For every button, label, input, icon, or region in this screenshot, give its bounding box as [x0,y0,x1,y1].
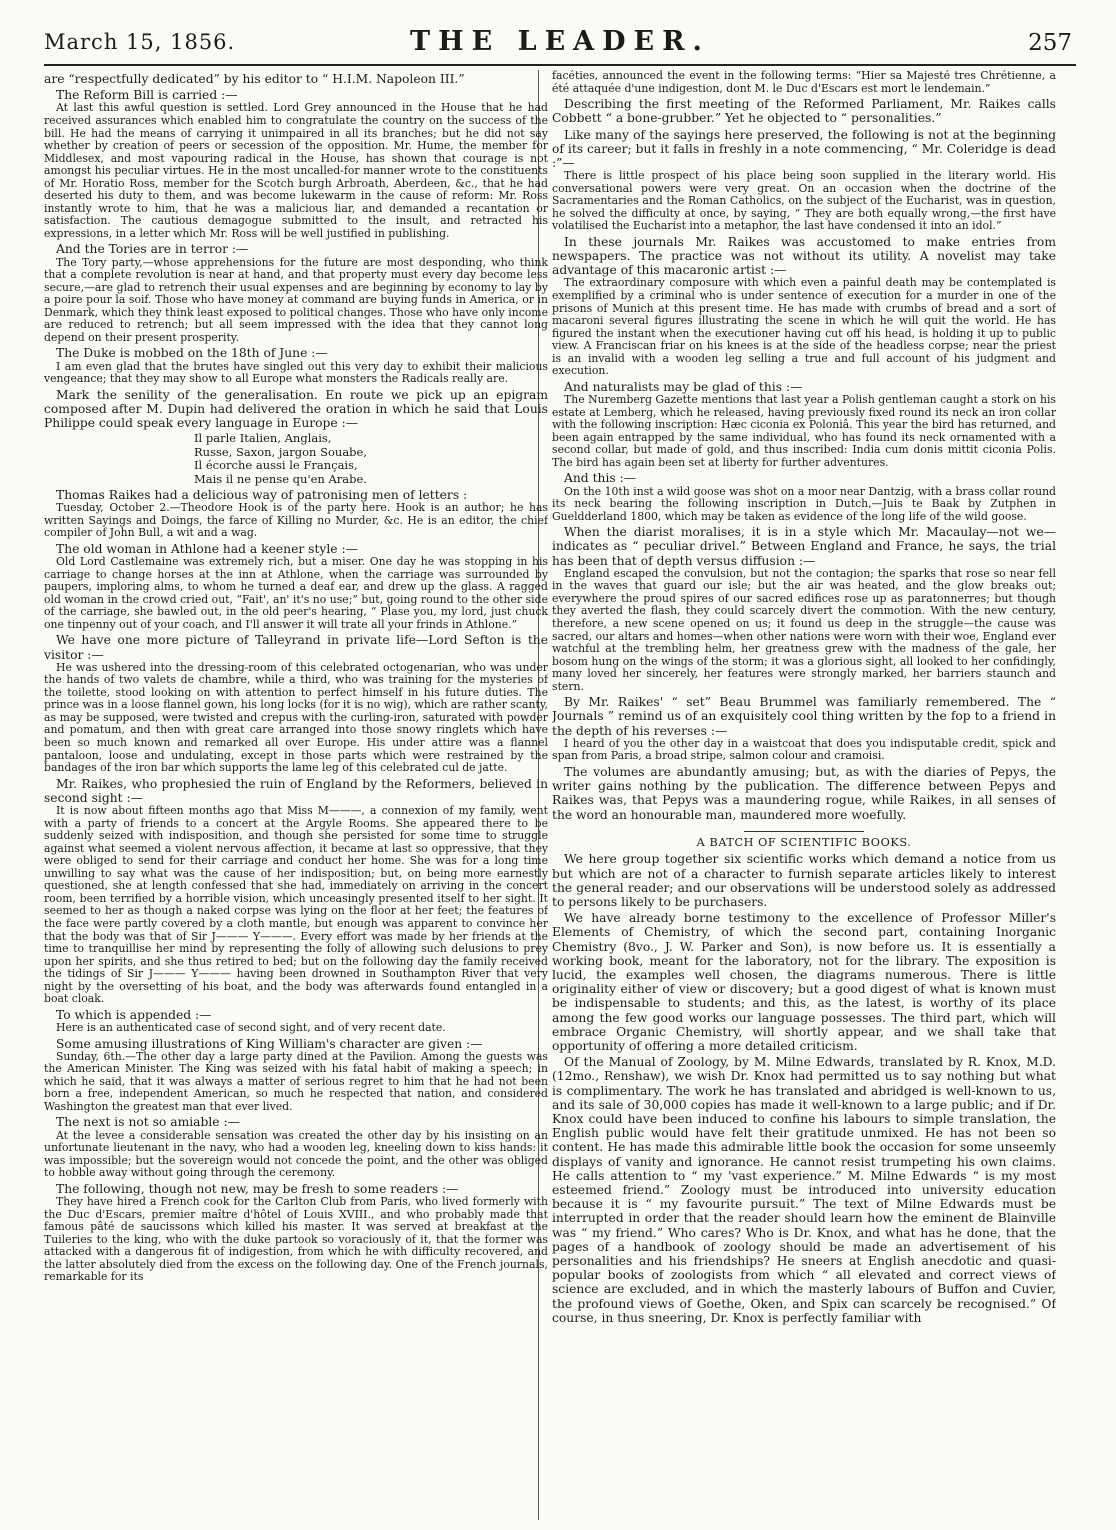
quotation: At last this awful question is settled. Lord Grey announced in the House that he had received assurances which enabled him to congratulate the country on the success of the bill. He had the means of carrying it unimpaired in all its branches; but he did not say whether by creation of peers or secession of the opposition. Mr. Hume, the member for Middlesex, and most vapouring radical in the House, has shown that courage is not amongst his peculiar virtues. He in the most uncalled-for manner wrote to the constituents of Mr. Horatio Ross, member for the Scotch burgh Arbroath, Aberdeen, &c., that he had deserted his duty to them, and was become lukewarm in the cause of reform: Mr. Ross instantly wrote to him, that he was a malicious liar, and demanded a recantation or satisfaction. The cautious demagogue submitted to the insult, and retracted his expressions, in a letter which Mr. Ross will be well justified in publishing. [44,101,548,240]
quotation: England escaped the convulsion, but not the contagion; the sparks that rose so near fell in the waves that guard our isle; but the air was heated, and the glow breaks out; everywhere the proud spires of our sacred edifices rose up as paratonnerres; but though they averted the flash, they could scarcely divert the commotion. With the new century, therefore, a new scene opened on us; it found us deep in the struggle—the cause was sacred, our altars and homes—when other nations were worn with their woe, England ever watchful at the trembling helm, her greatness grew with the madness of the gale, her bosom hung on the wings of the storm; it was a glorious sight, all looked to her confidingly, many loved her sincerely, her features were strongly marked, her barriers staunch and stern. [552,566,1056,693]
intro-line: And naturalists may be glad of this :— [564,379,803,394]
epigram-verse [44,432,548,486]
quotation: The Tory party,—whose apprehensions for the future are most desponding, who think that a complete revolution is near at hand, and that property must every day become less secure,—are glad to retrench their usual expenses and are beginning by economy to lay by a poire pour la soif. Those who have money at command are buying funds in America, or in Denmark, which they think least exposed to political changes. Those who have only income are reduced to retrench; but all seem impressed with the idea that they cannot long depend on their present prosperity. [44,255,548,344]
issue-date: March 15, 1856. [44,30,236,54]
intro-line: And the Tories are in terror :— [56,242,249,257]
intro-line: Some amusing illustrations of King William's character are given :— [56,1036,483,1051]
verse-line: Russe, Saxon, jargon Souabe, [194,444,367,459]
intro-line: The Reform Bill is carried :— [56,88,238,103]
page-number: 257 [1028,30,1072,56]
verse-line: Mais il ne pense qu'en Arabe. [194,471,367,486]
quotation: There is little prospect of his place being soon supplied in the literary world. His conversational powers were very great. On an occasion when the doctrine of the Sacramentaries and the Roman Catholics, on the subject of the Eucharist, was in question, he solved the difficulty at once, by saying, “ They are both equally wrong,—the first have volatilised the Eucharist into a metaphor, the last have condensed it into an idol.” [552,169,1056,233]
quotation: It is now about fifteen months ago that Miss M———, a connexion of my family, went with a party of friends to a concert at the Argyle Rooms. She appeared there to be suddenly seized with indisposition, and though she persisted for some time to struggle against what seemed a violent nervous affection, it became at last so oppressive, that they were obliged to send for their carriage and conduct her home. She was for a long time unwilling to say what was the cause of her indisposition; but, on being more earnestly questioned, she at length confessed that she had, immediately on arriving in the concert room, been terrified by a horrible vision, which unceasingly presented itself to her sight. It seemed to her as though a naked corpse was lying on the floor at her feet; the features of the face were partly covered by a cloth mantle, but enough was apparent to convince her that the body was that of Sir J——— Y———. Every effort was made by her friends at the time to tranquillise her mind by representing the folly of allowing such delusions to prey upon her spirits, and she thus retired to bed; but on the following day the family received the tidings of Sir J——— Y——— having been drowned in Southampton River that very night by the oversetting of his boat, and the body was afterwards found entangled in a boat cloak. [44,804,548,1006]
quotation: I am even glad that the brutes have singled out this very day to exhibit their malicious vengeance; that they may show to all Europe what monsters the Radicals really are. [44,359,548,386]
paragraph: Mr. Raikes, who prophesied the ruin of England by the Reformers, believed in second sight :— [44,776,548,805]
paragraph: By Mr. Raikes' “ set” Beau Brummel was familiarly remembered. The “ Journals ” remind us of an exquisitely cool thing written by the fop to a friend in the depth of his reverses :— [552,695,1056,738]
paragraph: We here group together six scientific works which demand a notice from us but which are not of a character to furnish separate articles likely to interest the general reader; and our observations will be understood solely as addressed to persons likely to be purchasers. [552,852,1056,909]
masthead [44,18,1076,66]
intro-line: Thomas Raikes had a delicious way of patronising men of letters : [56,487,468,502]
verse-line: Il parle Italien, Anglais, [194,431,332,446]
section-heading: A BATCH OF SCIENTIFIC BOOKS. [696,835,912,849]
left-column [44,70,548,1518]
paragraph: The volumes are abundantly amusing; but, as with the diaries of Pepys, the writer gains nothing by the publication. The difference between Pepys and Raikes was, that Pepys was a maundering rogue, while Raikes, in all senses of the word an honourable man, maundered more woefully. [552,764,1056,822]
quotation: On the 10th inst a wild goose was shot on a moor near Dantzig, with a brass collar round its neck bearing the following inscription in Dutch,—Juis te Baak by Zutphen in Gueldderland 1800, which may be taken as evidence of the long life of the wild goose. [552,484,1056,523]
quotation: Sunday, 6th.—The other day a large party dined at the Pavilion. Among the guests was the American Minister. The King was seized with his fatal habit of making a speech; in which he said, that it was always a matter of serious regret to him that he had not been born a free, independent American, so much he respected that nation, and considered Washington the greatest man that ever lived. [44,1049,548,1113]
verse-line: Il écorche aussi le Français, [194,458,358,473]
quotation: At the levee a considerable sensation was created the other day by his insisting on an unfortunate lieutenant in the navy, who had a wooden leg, kneeling down to kiss hands: it was impossible; but the sovereign would not concede the point, and the other was obliged to hobble away without going through the ceremony. [44,1128,548,1180]
intro-line: To which is appended :— [56,1007,212,1022]
quotation: Tuesday, October 2.—Theodore Hook is of the party here. Hook is an author; he has written Sayings and Doings, the farce of Killing no Murder, &c. He is an editor, the chief compiler of John Bull, a wit and a wag. [44,501,548,540]
intro-line: And this :— [564,471,637,486]
intro-line: The old woman in Athlone had a keener style :— [56,541,358,556]
quotation: They have hired a French cook for the Carlton Club from Paris, who lived formerly with the Duc d'Escars, premier maître d'hôtel of Louis XVIII., and who probably made that famous pâté de saucissons which killed his master. It was served at breakfast at the Tuileries to the king, who with the duke partook so voraciously of it, that the former was attacked with a dangerous fit of indigestion, from which he with difficulty recovered, and the latter absolutely died from the excess on the following day. One of the French journals, remarkable for its [44,1195,548,1284]
paragraph: Like many of the sayings here preserved, the following is not at the beginning of its career; but it falls in freshly in a note commencing, “ Mr. Coleridge is dead :”— [552,127,1056,170]
quotation: I heard of you the other day in a waistcoat that does you indisputable credit, spick and span from Paris, a broad stripe, salmon colour and cramoisi. [552,736,1056,763]
quotation: Old Lord Castlemaine was extremely rich, but a miser. One day he was stopping in his carriage to change horses at the inn at Athlone, when the carriage was surrounded by paupers, imploring alms, to whom he turned a deaf ear, and drew up the glass. A ragged old woman in the crowd cried out, “Fait', an' it's no use;” but, going round to the other side of the carriage, she bawled out, in the old peer's hearing, “ Plase you, my lord, just chuck one tinpenny out of your coach, and I'll answer it will trate all your frinds in Athlone.” [44,555,548,631]
intro-line: The next is not so amiable :— [56,1115,240,1130]
paragraph: Mark the senility of the generalisation. En route we pick up an epigram composed after M. Dupin had delivered the oration in which he said that Louis Philippe could speak every language in Europe :— [44,387,548,431]
paragraph: When the diarist moralises, it is in a style which Mr. Macaulay—not we—indicates as “ peculiar drivel.” Between England and France, he says, the trial has been that of depth versus diffusion :— [552,525,1056,568]
paragraph: We have one more picture of Talleyrand in private life—Lord Sefton is the visitor :— [44,633,548,662]
quotation: He was ushered into the dressing-room of this celebrated octogenarian, who was under the hands of two valets de chambre, while a third, who was training for the mysteries of the toilette, stood looking on with attention to perfect himself in his future duties. The prince was in a loose flannel gown, his long locks (for it is no wig), which are rather scanty, as may be supposed, were twisted and crepus with the curling-iron, saturated with powder and pomatum, and then with great care arranged into those snowy ringlets which have been so much known and remarked all over Europe. His under attire was a flannel pantaloon, loose and undulating, except in those parts which were restrained by the bandages of the iron bar which supports the lame leg of this celebrated cul de jatte. [44,660,548,775]
paragraph: Of the Manual of Zoology, by M. Milne Edwards, translated by R. Knox, M.D. (12mo., Renshaw), we wish Dr. Knox had permitted us to say nothing but what is complimentary. The work he has translated and abridged is well-known to us, and its sale of 30,000 copies has made it well-known to a large public; and if Dr. Knox could have been induced to confine his labours to simple translation, the English public would have felt their gratitude unmixed. He has not been so content. He has made this admirable little book the occasion for some unseemly displays of vanity and ignorance. He cannot resist trumpeting his own claims. He calls attention to “ my 'vast experience.” M. Milne Edwards “ is my most esteemed friend.” Zoology must be introduced into university education because it is “ my favourite pursuit.” The text of Milne Edwards must be interrupted in order that the reader should learn how the eminent de Blainville was “ my friend.” Who cares? Who is Dr. Knox, and what has he done, that the pages of a handbook of zoology should be made an advertisement of his personalities and his friendships? He sneers at English anecdotic and quasi-popular books of zoologists from which “ all elevated and correct views of science are excluded, and in which the masterly labours of Buffon and Cuvier, the profound views of Goethe, Oken, and Spix can scarcely be recognised.” Of course, in thus sneering, Dr. Knox is perfectly familiar with [552,1055,1056,1325]
intro-line: The Duke is mobbed on the 18th of June :— [56,346,328,361]
quotation: Here is an authenticated case of second sight, and of very recent date. [56,1021,446,1034]
paragraph: We have already borne testimony to the excellence of Professor Miller's Elements of Chemistry, of which the second part, containing Inorganic Chemistry (8vo., J. W. Parker and Son), is now before us. It is essentially a working book, meant for the laboratory, not for the library. The exposition is lucid, the examples well chosen, the diagrams numerous. There is little originality either of view or discovery; but a good digest of what is known must be indispensable to students; and this, as the latest, is worthy of its place among the few good works our language possesses. The third part, which will embrace Organic Chemistry, will shortly appear, and we shall take that opportunity of offering a more detailed criticism. [552,911,1056,1053]
paragraph: are “respectfully dedicated” by his editor to “ H.I.M. Napoleon III.” [44,72,465,86]
paragraph: Describing the first meeting of the Reformed Parliament, Mr. Raikes calls Cobbett “ a bone-grubber.” Yet he objected to “ personalities.” [552,97,1056,126]
right-column [552,70,1056,1518]
intro-line: The following, though not new, may be fresh to some readers :— [56,1181,459,1196]
section-rule [744,831,864,832]
paragraph: In these journals Mr. Raikes was accustomed to make entries from newspapers. The practice was not without its utility. A novelist may take advantage of this macaronic artist :— [552,234,1056,278]
newspaper-title: THE LEADER. [410,26,710,57]
quotation: The extraordinary composure with which even a painful death may be contemplated is exemplified by a criminal who is under sentence of execution for a murder in one of the prisons of Munich at this present time. He has made with crumbs of bread and a sort of macaroni several figures illustrating the scene in which he will quit the world. He has figured the instant when the executioner having cut off his head, is holding it up to public view. A Franciscan friar on his knees is at the side of the headless corpse; near the priest is an invalid with a wooden leg selling a true and full account of his judgment and execution. [552,276,1056,378]
quotation: The Nuremberg Gazette mentions that last year a Polish gentleman caught a stork on his estate at Lemberg, which he released, having previously fixed round its neck an iron collar with the following inscription: Hæc ciconia ex Poloniâ. This year the bird has returned, and been again entrapped by the same individual, who has found its neck ornamented with a second collar, but made of gold, and thus inscribed: India cum donis mittit ciconia Polis. The bird has again been set at liberty for further adventures. [552,393,1056,469]
quotation: facéties, announced the event in the following terms: “Hier sa Majesté tres Chrétienne, a été attaquée d'une indigestion, dont M. le Duc d'Escars est mort le lendemain.” [552,70,1056,95]
